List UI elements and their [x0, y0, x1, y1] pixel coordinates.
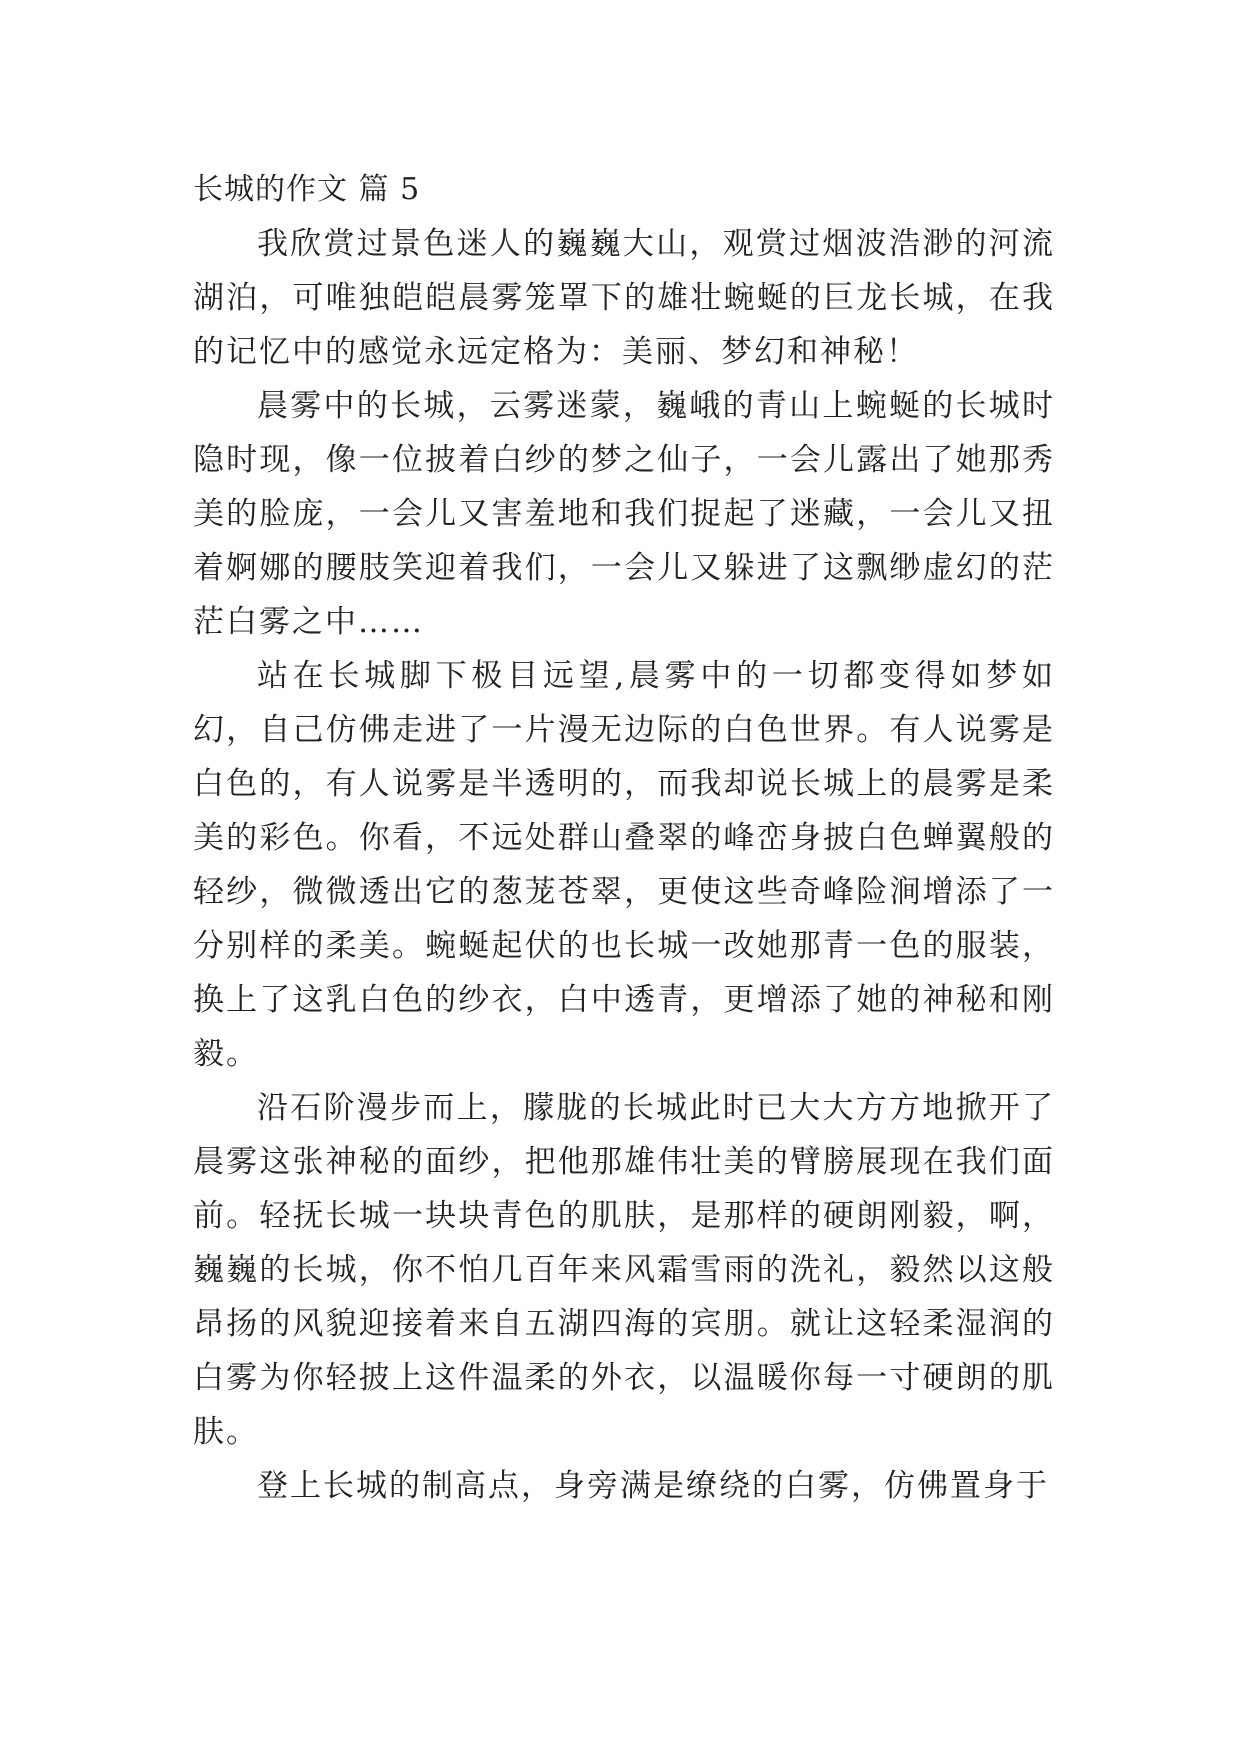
paragraph: 晨雾中的长城，云雾迷蒙，巍峨的青山上蜿蜒的长城时隐时现，像一位披着白纱的梦之仙子，一会儿露出了她那秀美的脸庞，一会儿又害羞地和我们捉起了迷藏，一会儿又扭着婀娜的腰肢笑迎着我们，一会儿又躲进了这飘缈虚幻的茫茫白雾之中……	[193, 388, 1055, 640]
document-title: 长城的作文 篇 5	[193, 172, 421, 207]
paragraph: 站在长城脚下极目远望,晨雾中的一切都变得如梦如幻，自己仿佛走进了一片漫无边际的白色世界。有人说雾是白色的，有人说雾是半透明的，而我却说长城上的晨雾是柔美的彩色。你看，不远处群山叠翠的峰峦身披白色蝉翼般的轻纱，微微透出它的葱茏苍翠，更使这些奇峰险涧增添了一分别样的柔美。蜿蜒起伏的也长城一改她那青一色的服装，换上了这乳白色的纱衣，白中透青，更增添了她的神秘和刚毅。	[193, 658, 1055, 1072]
paragraph: 登上长城的制高点，身旁满是缭绕的白雾，仿佛置身于	[257, 1468, 1049, 1504]
document-body	[193, 163, 1055, 1513]
paragraph: 我欣赏过景色迷人的巍巍大山，观赏过烟波浩渺的河流湖泊，可唯独皑皑晨雾笼罩下的雄壮蜿蜒的巨龙长城，在我的记忆中的感觉永远定格为：美丽、梦幻和神秘！	[193, 226, 1055, 370]
paragraph: 沿石阶漫步而上，朦胧的长城此时已大大方方地掀开了晨雾这张神秘的面纱，把他那雄伟壮美的臂膀展现在我们面前。轻抚长城一块块青色的肌肤，是那样的硬朗刚毅，啊，巍巍的长城，你不怕几百年来风霜雪雨的洗礼，毅然以这般昂扬的风貌迎接着来自五湖四海的宾朋。就让这轻柔湿润的白雾为你轻披上这件温柔的外衣，以温暖你每一寸硬朗的肌肤。	[193, 1090, 1055, 1450]
